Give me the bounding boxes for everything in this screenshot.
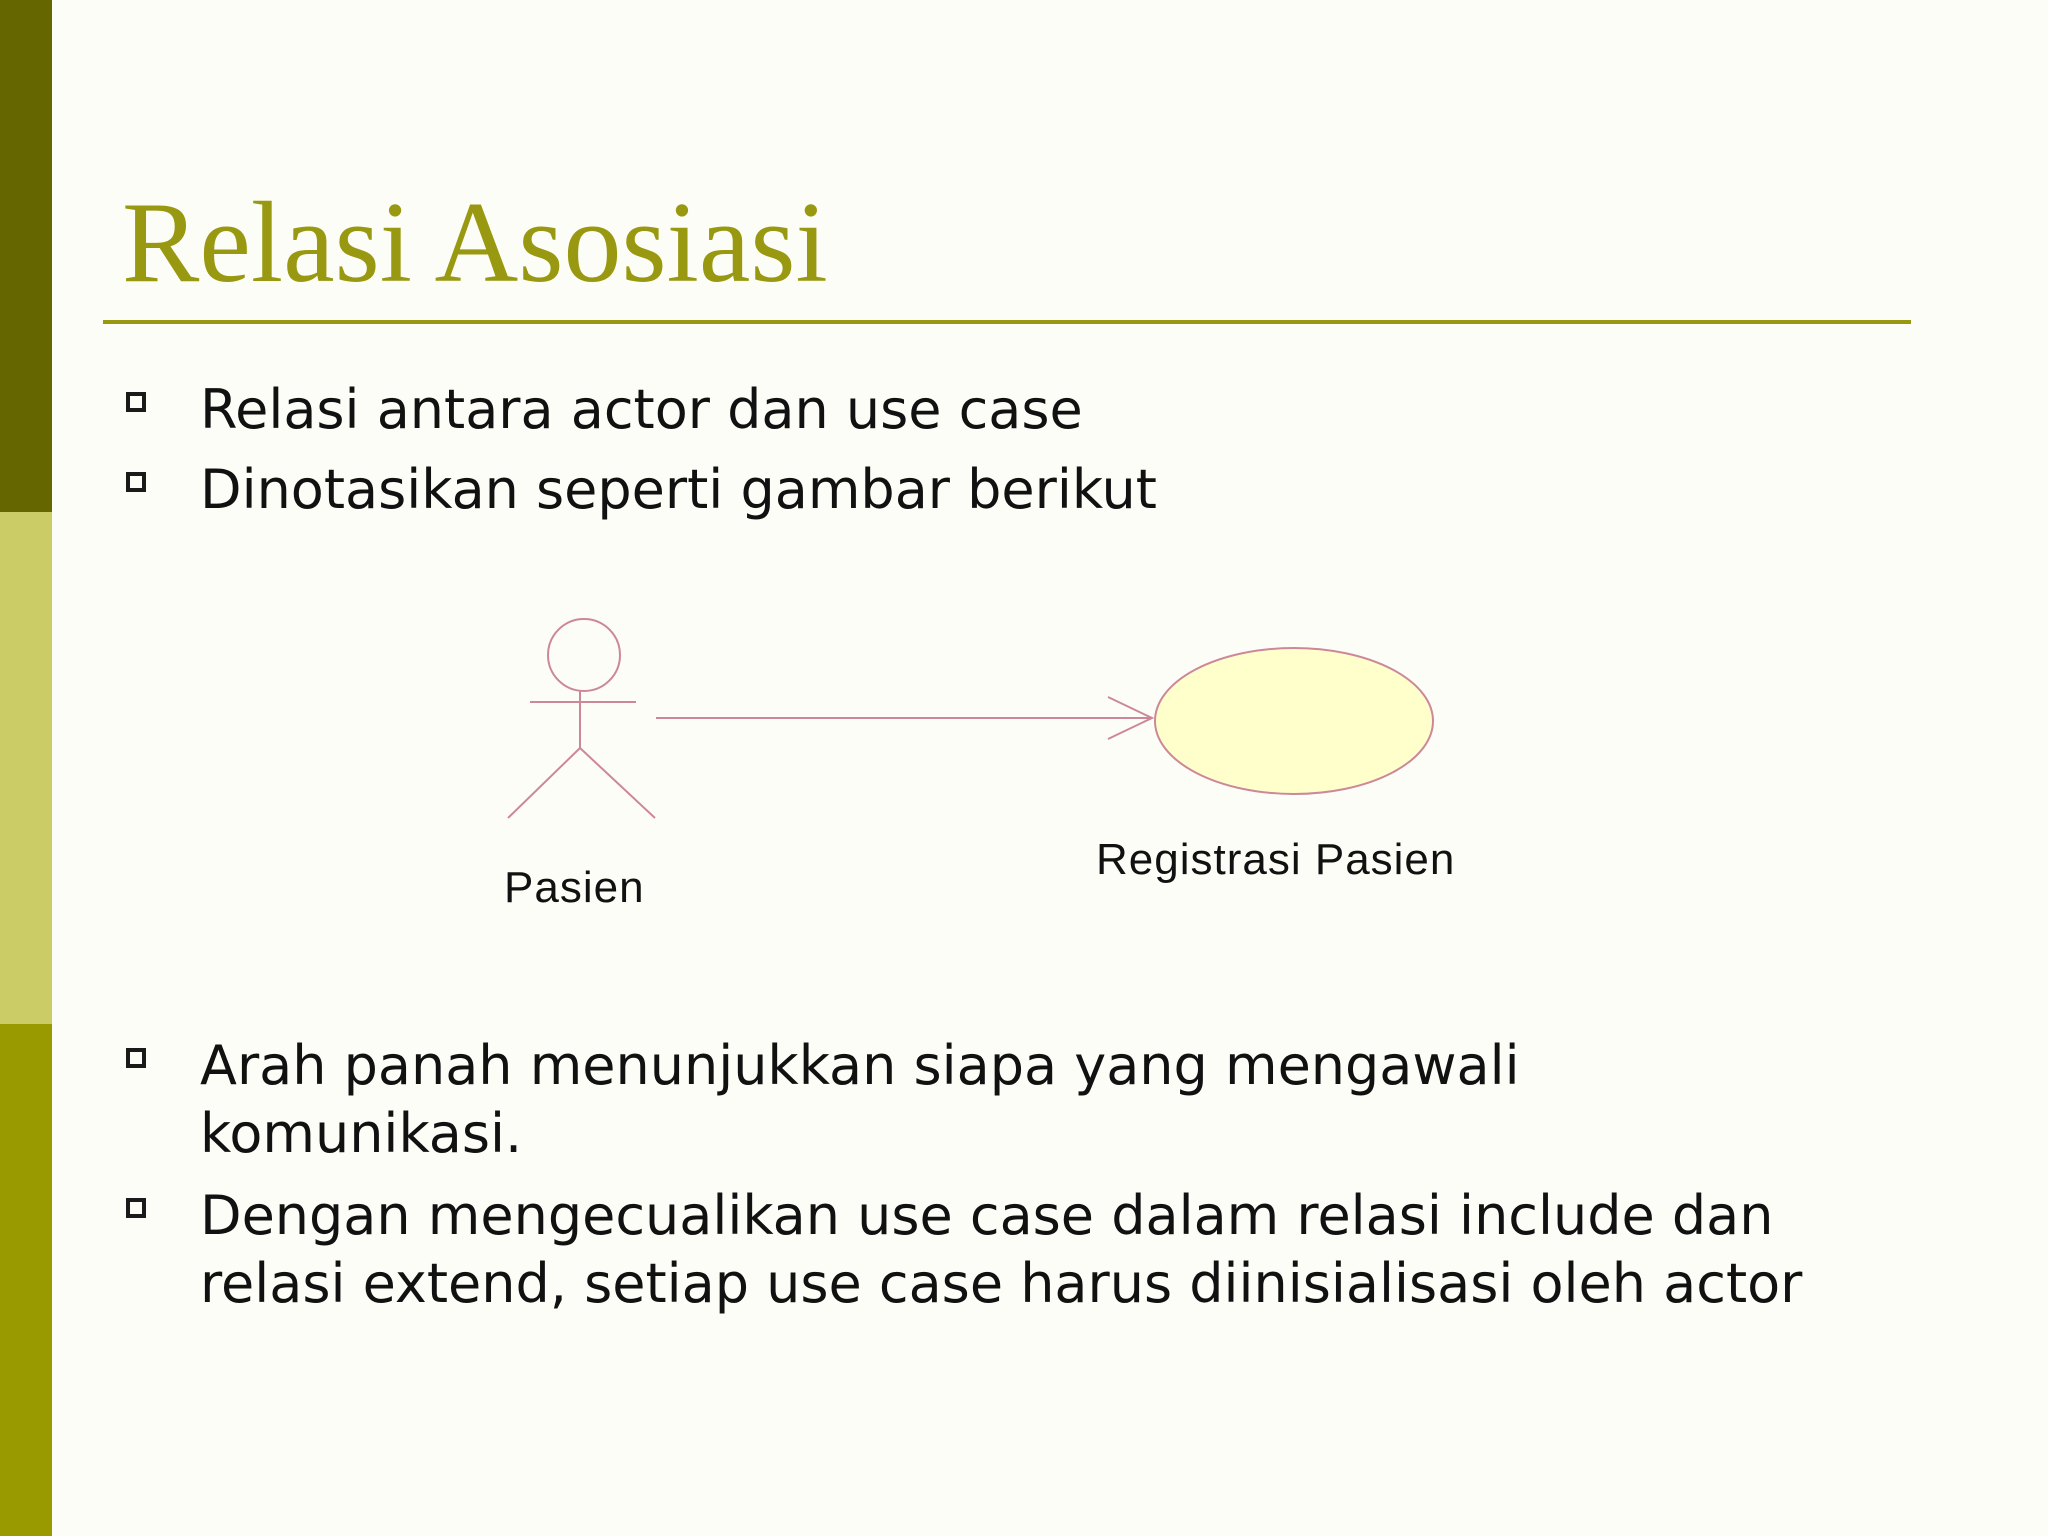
bullet-text-line2: komunikasi. (200, 1102, 523, 1165)
actor-label: Pasien (504, 863, 645, 912)
square-bullet-icon (126, 1198, 146, 1218)
association-arrow (656, 697, 1152, 739)
bullet-text-line2: relasi extend, setiap use case harus diinisialisasi oleh actor (200, 1252, 1803, 1315)
actor-right-leg (580, 748, 655, 818)
actor-figure (508, 619, 655, 818)
actor-left-leg (508, 748, 580, 818)
square-bullet-icon (126, 1048, 146, 1068)
use-case-ellipse (1155, 648, 1433, 794)
bullet-text-line1: Dengan mengecualikan use case dalam relasi include dan (200, 1184, 1774, 1247)
bullet-text: Dinotasikan seperti gambar berikut (200, 458, 1157, 521)
bullet-text: Relasi antara actor dan use case (200, 378, 1083, 441)
actor-head (548, 619, 620, 691)
bullet-text-line1: Arah panah menunjukkan siapa yang mengawali (200, 1034, 1520, 1097)
use-case-label: Registrasi Pasien (1096, 835, 1456, 884)
slide-title: Relasi Asosiasi (122, 179, 828, 307)
